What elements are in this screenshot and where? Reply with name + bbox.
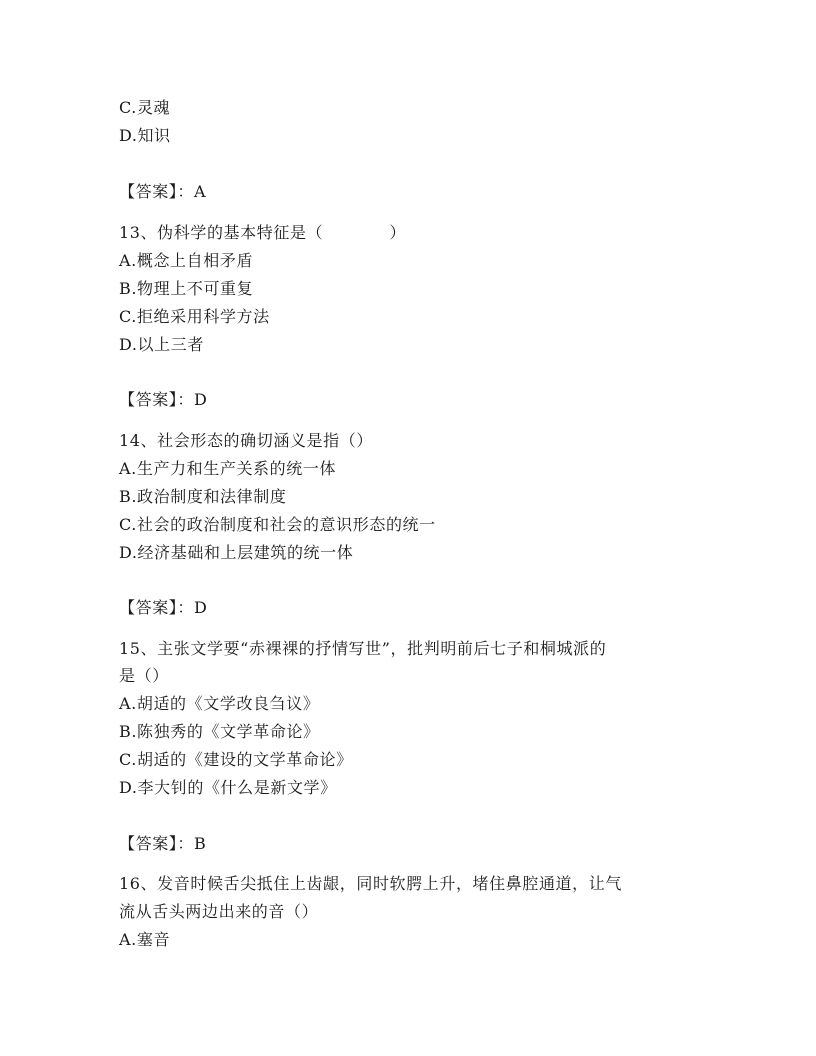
question-13-option-b: B.物理上不可重复 [119, 279, 254, 298]
answer-line: 【答案】：A [119, 182, 207, 201]
question-13-option-d: D.以上三者 [119, 335, 204, 354]
question-15-answer: 【答案】：B [119, 834, 207, 853]
question-15-stem-line-1: 15、主张文学要“赤裸裸的抒情写世”，批判明前后七子和桐城派的 [119, 639, 607, 658]
question-14-stem: 14、社会形态的确切涵义是指（） [119, 431, 373, 450]
question-14-option-c: C.社会的政治制度和社会的意识形态的统一 [119, 515, 436, 534]
question-15-option-c: C.胡适的《建设的文学革命论》 [119, 750, 353, 769]
option-c: C.灵魂 [119, 98, 171, 117]
question-15-option-d: D.李大钊的《什么是新文学》 [119, 778, 337, 797]
question-15-option-b: B.陈独秀的《文学革命论》 [119, 722, 320, 741]
option-d: D.知识 [119, 126, 171, 145]
question-14-option-b: B.政治制度和法律制度 [119, 487, 287, 506]
question-14-option-a: A.生产力和生产关系的统一体 [119, 459, 337, 478]
question-13-option-a: A.概念上自相矛盾 [119, 251, 254, 270]
question-14-option-d: D.经济基础和上层建筑的统一体 [119, 543, 354, 562]
question-16-option-a: A.塞音 [119, 930, 171, 949]
question-15-stem-line-2: 是（） [119, 666, 169, 685]
question-13-option-c: C.拒绝采用科学方法 [119, 307, 270, 326]
question-16-stem-line-2: 流从舌头两边出来的音（） [119, 902, 319, 921]
question-14-answer: 【答案】：D [119, 598, 208, 617]
question-15-option-a: A.胡适的《文学改良刍议》 [119, 694, 320, 713]
question-16-stem-line-1: 16、发音时候舌尖抵住上齿龈，同时软腭上升，堵住鼻腔通道，让气 [119, 874, 622, 893]
question-13-answer: 【答案】：D [119, 390, 208, 409]
question-13-stem: 13、伪科学的基本特征是（ ） [119, 223, 407, 242]
